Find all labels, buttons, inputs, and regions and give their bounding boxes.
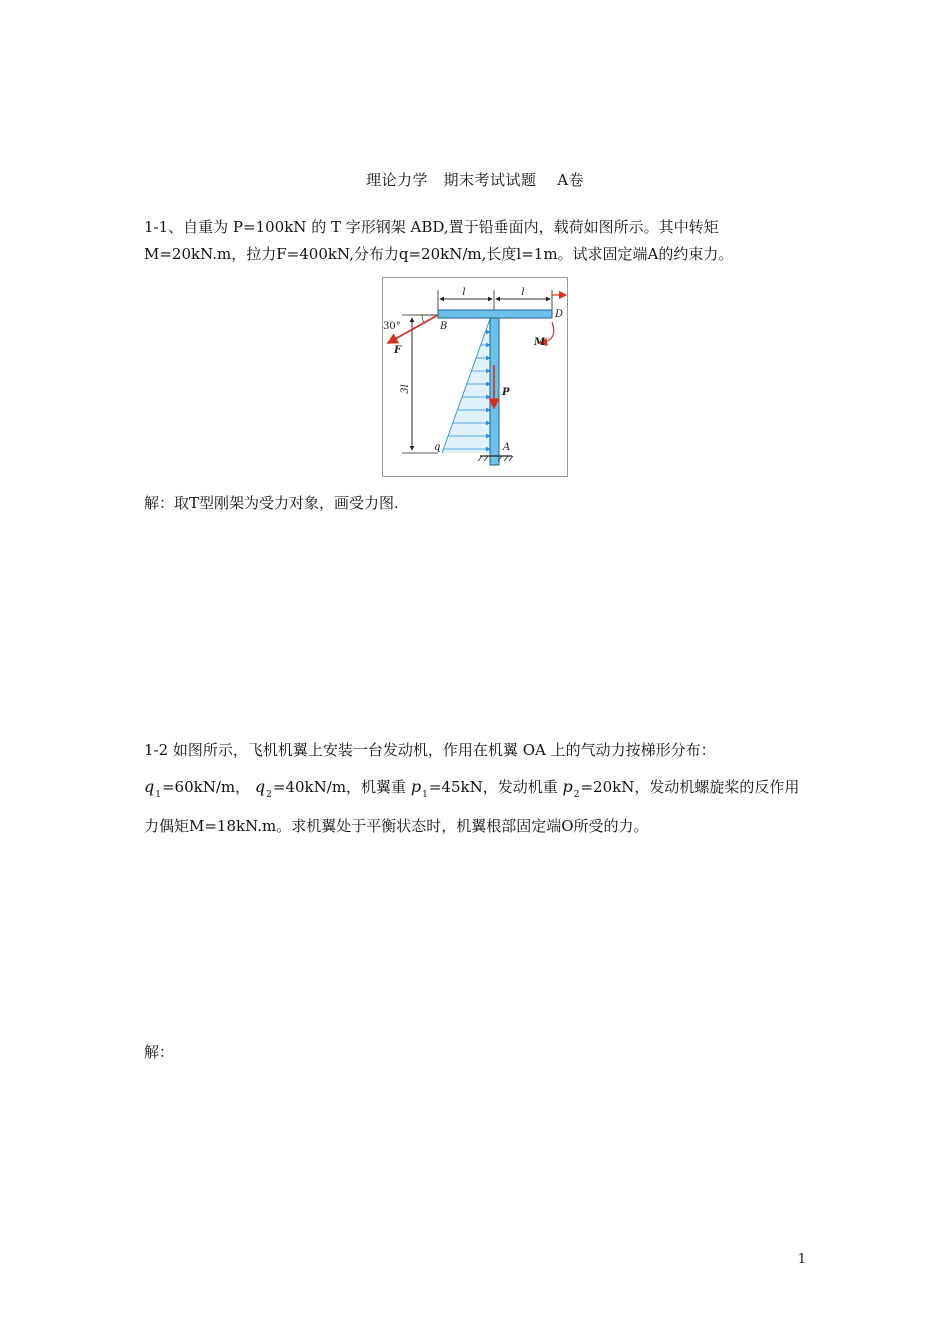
page-title: 理论力学 期末考试试题 A卷 bbox=[365, 171, 585, 189]
symbol-q1: q bbox=[144, 777, 155, 796]
page-number: 1 bbox=[797, 1252, 806, 1267]
t-frame-figure bbox=[382, 277, 568, 477]
label-M: M bbox=[534, 337, 546, 348]
label-A: A bbox=[503, 442, 511, 453]
t-frame-beam bbox=[438, 310, 552, 318]
label-l-left: l bbox=[462, 287, 466, 298]
symbol-p1: p bbox=[410, 777, 422, 796]
question-1-solution: 解：取T型刚架为受力对象，画受力图. bbox=[144, 494, 399, 512]
question-1-line-1: 1-1、自重为 P=100kN 的 T 字形钢架 ABD,置于铅垂面内，载荷如图所示。其中转矩 bbox=[144, 218, 719, 236]
question-2-line-3: 力偶矩M=18kN.m。求机翼处于平衡状态时，机翼根部固定端O所受的力。 bbox=[144, 817, 649, 835]
question-2-solution: 解： bbox=[144, 1043, 175, 1061]
label-B: B bbox=[440, 321, 448, 332]
question-1-line-2: M=20kN.m，拉力F=400kN,分布力q=20kN/m,长度l=1m。试求固定端A的约束力。 bbox=[144, 245, 734, 263]
label-3l: 3l bbox=[400, 384, 411, 394]
label-D: D bbox=[555, 309, 564, 320]
label-q: q bbox=[434, 442, 441, 453]
label-l-right: l bbox=[521, 287, 525, 298]
question-2-line-2: $q_1=60kN/m$， $q_2=40kN/m$，机翼重 $p_1=45kN$，发动机重 $p_2=20kN$，发动机螺旋桨的反作用 bbox=[144, 777, 800, 800]
symbol-q2: q bbox=[254, 777, 266, 796]
question-2-line-1: 1-2 如图所示，飞机机翼上安装一台发动机，作用在机翼 OA 上的气动力按梯形分布： bbox=[144, 741, 716, 759]
label-P: P bbox=[502, 387, 510, 398]
label-F: F bbox=[394, 345, 402, 356]
symbol-p2: p bbox=[562, 777, 573, 796]
label-30deg: 30° bbox=[383, 321, 401, 332]
